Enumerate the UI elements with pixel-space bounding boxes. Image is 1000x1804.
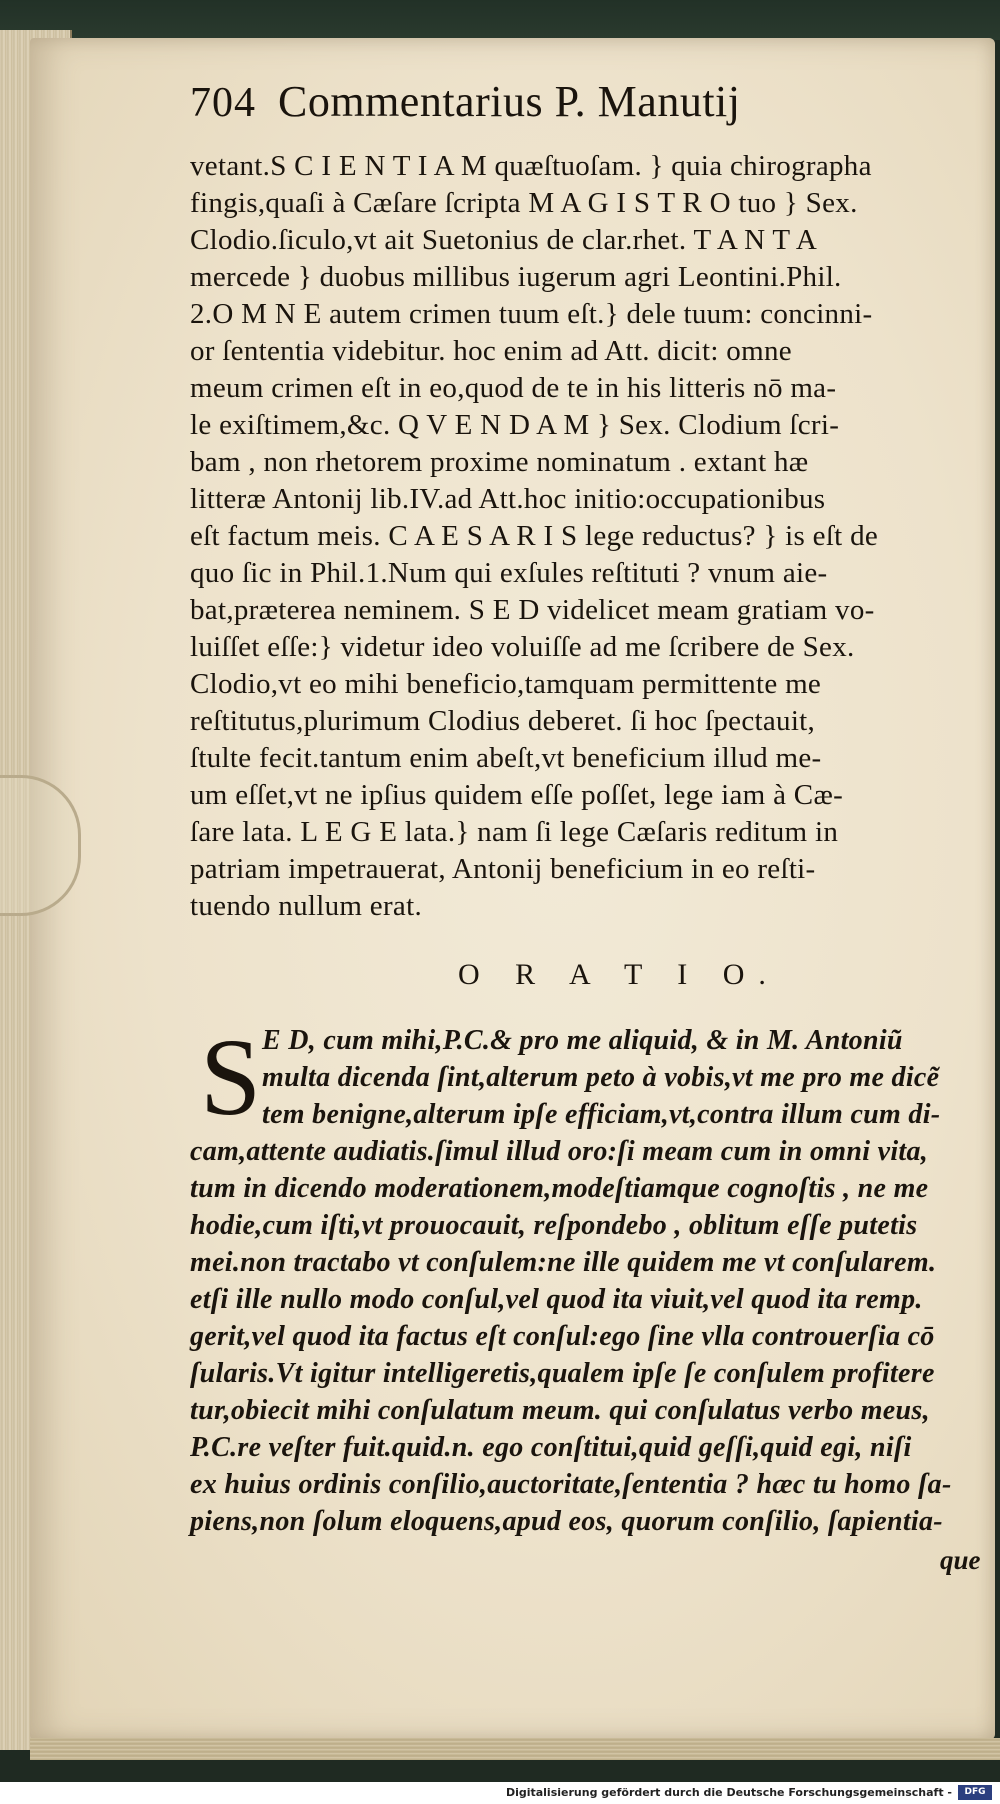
commentary-line: bat,præterea neminem. S E D videlicet meam gratiam vo- xyxy=(190,594,875,626)
commentary-line: fingis,quaſi à Cæſare ſcripta M A G I S T R O tuo } Sex. xyxy=(190,187,858,219)
commentary-line: ſtulte fecit.tantum enim abeſt,vt beneficium illud me- xyxy=(190,742,822,774)
oration-line: multa dicenda ſint,alterum peto à vobis,vt me pro me dicẽ xyxy=(262,1062,940,1093)
commentary-line: luiſſet eſſe:} videtur ideo voluiſſe ad me ſcribere de Sex. xyxy=(190,631,855,663)
oration-line: tem benigne,alterum ipſe efficiam,vt,contra illum cum di- xyxy=(262,1099,941,1130)
oration-line: E D, cum mihi,P.C.& pro me aliquid, & in M. Antoniũ xyxy=(262,1025,903,1056)
commentary-line: or ſententia videbitur. hoc enim ad Att. dicit: omne xyxy=(190,335,792,367)
oration-line: gerit,vel quod ita factus eſt conſul:ego ſine vlla controuerſia cō xyxy=(190,1321,935,1352)
commentary-line: ſare lata. L E G E lata.} nam ſi lege Cæſaris reditum in xyxy=(190,816,839,848)
oration-line: hodie,cum iſti,vt prouocauit, reſpondebo , oblitum eſſe putetis xyxy=(190,1210,918,1241)
commentary-line: meum crimen eſt in eo,quod de te in his litteris nō ma- xyxy=(190,372,837,404)
oration-line: cam,attente audiatis.ſimul illud oro:ſi meam cum in omni vita, xyxy=(190,1136,929,1167)
page-bottom-edges xyxy=(30,1738,1000,1760)
commentary-line: litteræ Antonij lib.IV.ad Att.hoc initio:occupationibus xyxy=(190,483,826,515)
commentary-line: patriam impetrauerat, Antonij beneficium in eo reſti- xyxy=(190,853,816,885)
oration-line: mei.non tractabo vt conſulem:ne ille quidem me vt conſularem. xyxy=(190,1247,937,1278)
commentary-line: um eſſet,vt ne ipſius quidem eſſe poſſet, lege iam à Cæ- xyxy=(190,779,844,811)
oration-heading: O R A T I O. xyxy=(458,958,780,991)
page-header xyxy=(190,76,980,136)
running-title: Commentarius P. Manutij xyxy=(278,77,741,126)
page-number: 704 xyxy=(190,80,256,126)
oration-line: tur,obiecit mihi conſulatum meum. qui conſulatus verbo meus, xyxy=(190,1395,930,1426)
commentary-line: bam , non rhetorem proxime nominatum . extant hæ xyxy=(190,446,809,478)
commentary-line: 2.O M N E autem crimen tuum eſt.} dele tuum: concinni- xyxy=(190,298,873,330)
commentary-line: mercede } duobus millibus iugerum agri Leontini.Phil. xyxy=(190,261,842,293)
scan-background-top xyxy=(0,0,1000,40)
drop-cap: S xyxy=(200,1016,262,1138)
commentary-line: vetant.S C I E N T I A M quæſtuoſam. } quia chirographa xyxy=(190,150,872,182)
commentary-line: Clodio.ſiculo,vt ait Suetonius de clar.rhet. T A N T A xyxy=(190,224,818,256)
oration-line: ex huius ordinis conſilio,auctoritate,ſententia ? hæc tu homo ſa- xyxy=(190,1469,952,1500)
commentary-line: reſtitutus,plurimum Clodius deberet. ſi hoc ſpectauit, xyxy=(190,705,816,737)
dfg-logo: DFG xyxy=(958,1785,992,1800)
catchword: que xyxy=(940,1545,981,1575)
oration-line: tum in dicendo moderationem,modeſtiamque cognoſtis , ne me xyxy=(190,1173,929,1204)
commentary-line: tuendo nullum erat. xyxy=(190,890,423,922)
oration-line: ſularis.Vt igitur intelligeretis,qualem ipſe ſe conſulem profitere xyxy=(190,1358,935,1389)
oration-line: P.C.re veſter fuit.quid.n. ego conſtitui,quid geſſi,quid egi, niſi xyxy=(190,1432,912,1463)
digitization-credit: Digitalisierung gefördert durch die Deutsche Forschungsgemeinschaft - xyxy=(505,1786,952,1799)
oration-line: piens,non ſolum eloquens,apud eos, quorum conſilio, ſapientia- xyxy=(190,1506,943,1537)
commentary-line: quo ſic in Phil.1.Num qui exſules reſtituti ? vnum aie- xyxy=(190,557,828,589)
commentary-line: le exiſtimem,&c. Q V E N D A M } Sex. Clodium ſcri- xyxy=(190,409,840,441)
commentary-line: Clodio,vt eo mihi beneficio,tamquam permittente me xyxy=(190,668,822,700)
commentary-line: eſt factum meis. C A E S A R I S lege reductus? } is eſt de xyxy=(190,520,879,552)
oration-line: etſi ille nullo modo conſul,vel quod ita viuit,vel quod ita remp. xyxy=(190,1284,923,1315)
